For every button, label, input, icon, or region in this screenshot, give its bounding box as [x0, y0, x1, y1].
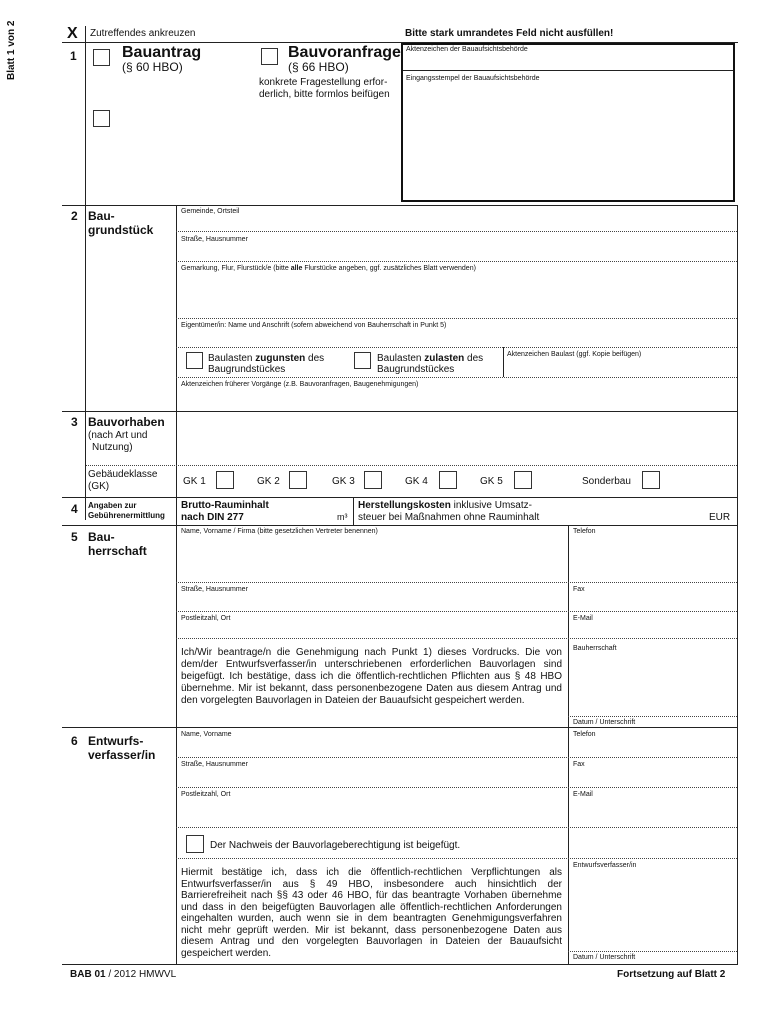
gk1-label: GK 1 — [183, 476, 206, 487]
gemarkung-label — [181, 265, 476, 273]
authority-box — [401, 43, 735, 202]
bauantrag-ref: (§ 60 HBO) — [122, 60, 183, 74]
gk5-label: GK 5 — [480, 476, 503, 487]
bauherr-email-input[interactable] — [571, 624, 735, 636]
baulast-az-separator — [503, 347, 504, 377]
section-4-title-2: Gebührenermittlung — [88, 511, 165, 520]
bauherr-telefon-input[interactable] — [571, 537, 735, 579]
bauherr-strasse-input[interactable] — [178, 595, 565, 609]
verfasser-signature-field[interactable] — [571, 871, 735, 949]
bauvorhaben-input[interactable] — [178, 413, 735, 463]
bauantrag-checkbox[interactable] — [93, 49, 110, 66]
divider-dotted — [176, 757, 737, 758]
section-5-number: 5 — [71, 530, 78, 544]
baulasten-zulasten-pre: Baulasten — [377, 353, 425, 364]
baulasten-zugunsten-post: des — [305, 353, 325, 364]
form-code-bold: BAB 01 — [70, 969, 106, 980]
baulasten-zulasten-checkbox[interactable] — [354, 352, 371, 369]
side-page-label: Blatt 1 von 2 — [6, 20, 17, 80]
col-separator — [85, 26, 86, 520]
verfasser-sign-label: Entwurfsverfasser/in — [573, 862, 637, 869]
bauvoranfrage-note-1: konkrete Fragestellung erfor- — [259, 77, 388, 88]
baulasten-zugunsten-bold: zugunsten — [255, 353, 306, 364]
divider-dotted — [176, 638, 737, 639]
verfasser-sign-date-label: Datum / Unterschrift — [573, 954, 636, 961]
bauherr-name-label: Name, Vorname / Firma (bitte gesetzlichen Vertreter benennen) — [181, 528, 378, 535]
section-4-number: 4 — [71, 502, 78, 516]
divider-dotted — [176, 858, 737, 859]
row-divider-4 — [62, 497, 738, 498]
verfasser-name-label: Name, Vorname — [181, 731, 232, 738]
divider-dotted — [176, 377, 737, 378]
gk2-checkbox[interactable] — [289, 471, 307, 489]
nachweis-checkbox[interactable] — [186, 835, 204, 853]
baulasten-zulasten-post: des — [464, 353, 484, 364]
aktenzeichen-frueher-input[interactable] — [178, 390, 735, 408]
section-3-subtitle-1: (nach Art und — [88, 430, 148, 441]
gk4-label: GK 4 — [405, 476, 428, 487]
divider-dotted — [176, 318, 737, 319]
section-3-subtitle-2: Nutzung) — [92, 442, 133, 453]
row-divider-2 — [62, 205, 738, 206]
bauherr-fax-input[interactable] — [571, 595, 735, 609]
sonderbau-checkbox[interactable] — [642, 471, 660, 489]
verfasser-plz-input[interactable] — [178, 800, 565, 824]
additional-checkbox[interactable] — [93, 110, 110, 127]
aktenzeichen-baulast-input[interactable] — [505, 360, 735, 375]
verfasser-fax-input[interactable] — [571, 770, 735, 784]
kosten-bold: Herstellungskosten — [358, 500, 451, 511]
bauantrag-title: Bauantrag — [122, 44, 202, 61]
bauvoranfrage-ref: (§ 66 HBO) — [288, 60, 349, 74]
divider-dotted — [176, 261, 737, 262]
divider-dotted — [568, 951, 737, 952]
verfasser-email-input[interactable] — [571, 800, 735, 824]
sonderbau-label: Sonderbau — [582, 476, 631, 487]
section-2-title-1: Bau- — [88, 209, 115, 223]
divider-dotted — [176, 611, 737, 612]
gk2-label: GK 2 — [257, 476, 280, 487]
gk4-checkbox[interactable] — [439, 471, 457, 489]
gemeinde-label: Gemeinde, Ortsteil — [181, 208, 240, 215]
gemarkung-label-pre: Gemarkung, Flur, Flurstück/e (bitte — [181, 265, 291, 272]
strasse-label: Straße, Hausnummer — [181, 236, 248, 243]
bauherr-email-label: E-Mail — [573, 615, 593, 622]
bauherr-signature-field[interactable] — [571, 654, 735, 714]
contact-separator — [568, 525, 569, 964]
kosten-input[interactable] — [570, 510, 705, 523]
verfasser-telefon-input[interactable] — [571, 740, 735, 754]
aktenzeichen-baulast-label: Aktenzeichen Baulast (ggf. Kopie beifügen) — [507, 351, 642, 358]
section-2-title-2: grundstück — [88, 223, 154, 237]
gemarkung-input[interactable] — [178, 274, 735, 316]
baulasten-zulasten-bold: zulasten — [424, 353, 465, 364]
brutto-label-2: nach DIN 277 — [181, 512, 244, 523]
row-divider-6 — [62, 727, 738, 728]
aktenzeichen-bauaufsicht-label: Aktenzeichen der Bauaufsichtsbehörde — [406, 46, 528, 53]
currency-label: EUR — [709, 512, 731, 523]
gk-label-1: Gebäudeklasse — [88, 469, 158, 480]
bauvoranfrage-note-2: derlich, bitte formlos beifügen — [259, 89, 390, 100]
aktenzeichen-frueher-label: Aktenzeichen früherer Vorgänge (z.B. Bauvoranfragen, Baugenehmigungen) — [181, 381, 419, 388]
bauherr-telefon-label: Telefon — [573, 528, 596, 535]
bauvoranfrage-checkbox[interactable] — [261, 48, 278, 65]
kosten-label-1 — [358, 500, 532, 512]
verfasser-strasse-label: Straße, Hausnummer — [181, 761, 248, 768]
bauherr-sign-label: Bauherrschaft — [573, 645, 617, 652]
verfasser-plz-label: Postleitzahl, Ort — [181, 791, 231, 798]
bauherr-declaration: Ich/Wir beantrage/n die Genehmigung nach Punkt 1) dieses Vordrucks. Die von dem/der Entwurfsverfasser/in unterschriebenen erforderlichen Bauvorlagen sind beigefügt. Ich bestätige, dass ich die öffentlich-rechtlichen Pflichten aus § 48 HBO übernehme. Mir ist bekannt, dass personenbezogene Daten aus diesem Antrag und den vorgelegten Bauvorlagen in Dateien der Bauaufsicht gespeichert werden. — [181, 647, 562, 706]
bauherr-fax-label: Fax — [573, 586, 585, 593]
section-6-number: 6 — [71, 734, 78, 748]
bauherr-strasse-label: Straße, Hausnummer — [181, 586, 248, 593]
gemarkung-label-bold: alle — [290, 265, 303, 272]
gk3-label: GK 3 — [332, 476, 355, 487]
authority-note: Bitte stark umrandetes Feld nicht ausfüllen! — [405, 28, 614, 39]
divider-dotted — [86, 465, 737, 466]
brutto-kosten-separator — [353, 497, 354, 525]
row-divider-3 — [62, 411, 738, 412]
nachweis-label: Der Nachweis der Bauvorlageberechtigung ist beigefügt. — [210, 840, 461, 851]
continuation-note: Fortsetzung auf Blatt 2 — [617, 969, 726, 980]
gk5-checkbox[interactable] — [514, 471, 532, 489]
gemarkung-label-post: Flurstücke angeben, ggf. zusätzliches Blatt verwenden) — [302, 265, 476, 272]
verfasser-name-input[interactable] — [178, 740, 565, 754]
section-6-title-2: verfasser/in — [88, 748, 156, 762]
gk3-checkbox[interactable] — [364, 471, 382, 489]
verfasser-strasse-input[interactable] — [178, 770, 565, 784]
gemeinde-input[interactable] — [178, 216, 735, 229]
kosten-line1-rest: inklusive Umsatz- — [450, 500, 532, 511]
verfasser-fax-label: Fax — [573, 761, 585, 768]
kosten-label-2: steuer bei Maßnahmen ohne Rauminhalt — [358, 512, 540, 523]
section-6-title-1: Entwurfs- — [88, 734, 144, 748]
strasse-input[interactable] — [178, 244, 735, 258]
bauherr-name-input[interactable] — [178, 537, 565, 579]
section-5-title-2: herrschaft — [88, 544, 147, 558]
applicable-hint: Zutreffendes ankreuzen — [90, 28, 196, 39]
baulasten-zulasten-line2: Baugrundstückes — [377, 364, 455, 375]
verfasser-declaration: Hiermit bestätige ich, dass ich die öffentlich-rechtlichen Verpflichtungen als Entwurfsverfasser/in aus § 49 HBO, insbesondere auch hinsichtlich der Barrierefreiheit nach §§ 43 oder 46 HBO, für das beantragte Vorhaben übernehme und dass in den beigefügten Bauvorlagen alle öffentlich-rechtlichen Anforderungen eingehalten wurden, auch wenn sie in dem beantragten Genehmigungsverfahren nicht mehr geprüft werden. Mir ist bekannt, dass personenbezogene Daten aus diesem Antrag und den vorgelegten Bauvorlagen in Dateien der Bauaufsicht gespeichert werden. — [181, 867, 562, 959]
bauherr-plz-input[interactable] — [178, 624, 565, 636]
col-separator-label — [176, 205, 177, 965]
section-2-number: 2 — [71, 209, 78, 223]
section-5-title-1: Bau- — [88, 530, 115, 544]
row-divider-5 — [62, 525, 738, 526]
baulasten-zugunsten-line2: Baugrundstückes — [208, 364, 286, 375]
section-3-number: 3 — [71, 415, 78, 429]
bauherr-sign-date-label: Datum / Unterschrift — [573, 719, 636, 726]
baulasten-zugunsten-checkbox[interactable] — [186, 352, 203, 369]
gk1-checkbox[interactable] — [216, 471, 234, 489]
gk-label-2: (GK) — [88, 481, 110, 492]
brutto-unit: m³ — [337, 512, 348, 522]
bauherr-plz-label: Postleitzahl, Ort — [181, 615, 231, 622]
form-code — [70, 969, 176, 981]
form-year: / 2012 HMWVL — [105, 969, 177, 980]
section-3-title: Bauvorhaben — [88, 415, 165, 429]
verfasser-email-label: E-Mail — [573, 791, 593, 798]
eigentuemer-label: Eigentümer/in: Name und Anschrift (sofern abweichend von Bauherrschaft in Punkt 5) — [181, 322, 447, 329]
verfasser-telefon-label: Telefon — [573, 731, 596, 738]
divider-dotted — [176, 787, 737, 788]
section-4-title-1: Angaben zur — [88, 501, 137, 510]
bottom-rule — [62, 964, 738, 965]
divider-dotted — [176, 347, 737, 348]
bauvoranfrage-title: Bauvoranfrage — [288, 44, 401, 61]
eingangsstempel-label: Eingangsstempel der Bauaufsichtsbehörde — [406, 75, 540, 82]
divider-dotted — [176, 827, 737, 828]
divider-dotted — [568, 716, 737, 717]
x-mark: X — [67, 25, 78, 42]
brutto-label-1: Brutto-Rauminhalt — [181, 500, 269, 511]
authority-box-divider — [403, 70, 733, 71]
brutto-input[interactable] — [250, 510, 335, 523]
right-border — [737, 205, 738, 965]
divider-dotted — [176, 231, 737, 232]
eigentuemer-input[interactable] — [178, 331, 735, 345]
divider-dotted — [176, 582, 737, 583]
section-1-number: 1 — [70, 49, 77, 63]
baulasten-zugunsten-pre: Baulasten — [208, 353, 256, 364]
